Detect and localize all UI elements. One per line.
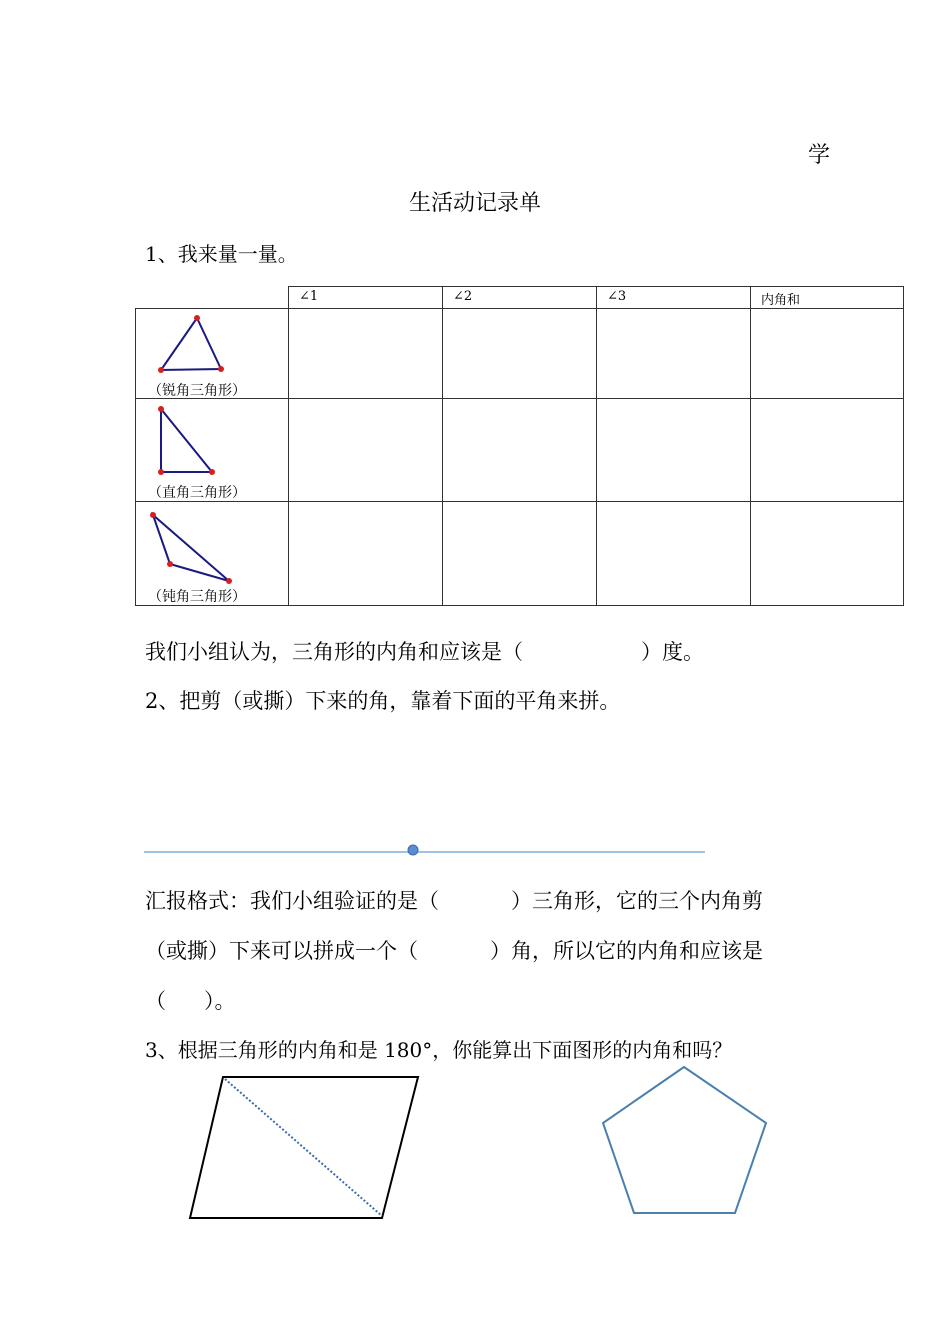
report-line3-text-b: ）。 — [204, 989, 236, 1013]
obtuse-angle3-cell[interactable] — [597, 502, 751, 606]
acute-angle1-cell[interactable] — [289, 309, 443, 399]
right-angle2-cell[interactable] — [443, 399, 597, 502]
obtuse-triangle-cell — [136, 502, 289, 606]
straight-angle-vertex-dot — [408, 845, 418, 855]
obtuse-angle2-cell[interactable] — [443, 502, 597, 606]
acute-triangle-shape — [161, 318, 221, 370]
vertex-dot — [209, 469, 215, 475]
page-title: 生活动记录单 — [408, 191, 541, 216]
conclusion-text-left: 我们小组认为，三角形的内角和应该是（ — [145, 640, 523, 664]
table-header-angle2: ∠2 — [443, 287, 597, 309]
section2-heading: 2、把剪（或撕）下来的角，靠着下面的平角来拼。 — [145, 689, 621, 713]
table-header-corner — [136, 287, 289, 309]
right-angle1-cell[interactable] — [289, 399, 443, 502]
section3-heading: 3、根据三角形的内角和是 180°，你能算出下面图形的内角和吗？ — [145, 1038, 733, 1062]
vertex-dot — [167, 561, 173, 567]
conclusion-line — [145, 636, 704, 666]
report-line-1 — [145, 885, 763, 915]
table-row-obtuse — [136, 502, 904, 606]
parallelogram-figure — [180, 1068, 430, 1228]
header-xue: 学 — [808, 143, 831, 168]
vertex-dot — [158, 469, 164, 475]
table-header-row — [136, 287, 904, 309]
report-line2-text-b: ）角，所以它的内角和应该是 — [490, 939, 763, 963]
obtuse-triangle-shape — [153, 515, 229, 581]
parallelogram-diagonal — [225, 1079, 382, 1216]
right-triangle-shape — [161, 409, 212, 472]
acute-angle2-cell[interactable] — [443, 309, 597, 399]
acute-triangle-caption: （锐角三角形） — [148, 383, 246, 399]
obtuse-sum-cell[interactable] — [751, 502, 904, 606]
conclusion-text-right: ）度。 — [641, 640, 704, 664]
straight-angle-figure — [140, 840, 710, 860]
right-triangle-cell — [136, 399, 289, 502]
report-line-3 — [145, 985, 236, 1015]
obtuse-triangle-caption: （钝角三角形） — [148, 589, 246, 605]
right-triangle-caption: （直角三角形） — [148, 485, 246, 501]
vertex-dot — [150, 512, 156, 518]
vertex-dot — [158, 367, 164, 373]
report-line1-text-a: 汇报格式：我们小组验证的是（ — [145, 889, 439, 913]
report-line2-text-a: （或撕）下来可以拼成一个（ — [145, 939, 418, 963]
acute-triangle-cell — [136, 309, 289, 399]
pentagon-shape — [603, 1067, 766, 1213]
section1-heading: 1、我来量一量。 — [145, 242, 298, 266]
report-line3-text-a: （ — [145, 989, 166, 1013]
vertex-dot — [218, 366, 224, 372]
acute-sum-cell[interactable] — [751, 309, 904, 399]
measure-table — [135, 286, 904, 606]
pentagon-figure — [592, 1060, 777, 1222]
table-header-angle1: ∠1 — [289, 287, 443, 309]
vertex-dot — [158, 406, 164, 412]
report-line-2 — [145, 935, 763, 965]
table-row-right — [136, 399, 904, 502]
right-angle3-cell[interactable] — [597, 399, 751, 502]
table-row-acute — [136, 309, 904, 399]
table-header-sum: 内角和 — [751, 287, 904, 309]
acute-angle3-cell[interactable] — [597, 309, 751, 399]
table-header-angle3: ∠3 — [597, 287, 751, 309]
obtuse-angle1-cell[interactable] — [289, 502, 443, 606]
right-sum-cell[interactable] — [751, 399, 904, 502]
vertex-dot — [226, 578, 232, 584]
report-line1-text-b: ）三角形，它的三个内角剪 — [511, 889, 763, 913]
vertex-dot — [194, 315, 200, 321]
